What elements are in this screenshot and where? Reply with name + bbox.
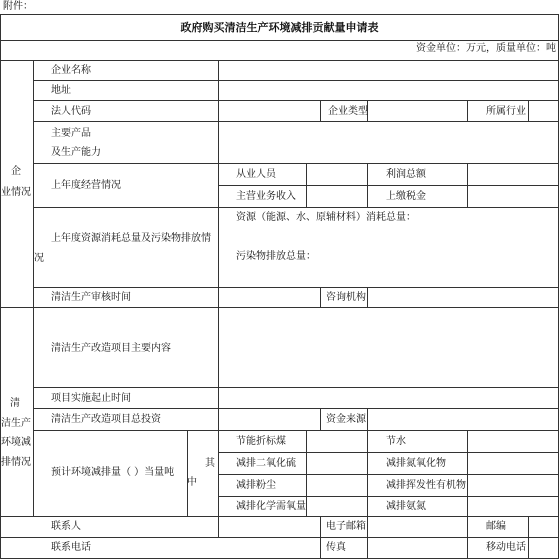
grid-line bbox=[367, 430, 368, 516]
grid-line bbox=[33, 430, 559, 431]
label-contact-person: 联系人 bbox=[51, 521, 81, 532]
grid-line bbox=[218, 452, 559, 453]
label-project-content: 清洁生产改造项目主要内容 bbox=[51, 343, 171, 354]
label-main-products: 主要产品 bbox=[51, 128, 91, 139]
label-cod: 减排化学需氧量 bbox=[236, 501, 306, 512]
grid-line bbox=[33, 100, 559, 101]
label-voc: 减排挥发性有机物 bbox=[386, 480, 466, 491]
label-dust: 减排粉尘 bbox=[236, 480, 276, 491]
label-funding-source: 资金来源 bbox=[326, 414, 366, 425]
grid-line bbox=[0, 40, 559, 41]
label-last-year-ops: 上年度经营情况 bbox=[51, 180, 121, 191]
label-resource-consumption: 上年度资源消耗总量及污染物排放情 bbox=[51, 233, 211, 244]
grid-line bbox=[467, 100, 468, 121]
grid-line bbox=[467, 163, 468, 207]
grid-line bbox=[218, 474, 559, 475]
grid-line bbox=[0, 537, 559, 538]
label-project-investment: 清洁生产改造项目总投资 bbox=[51, 414, 161, 425]
grid-line bbox=[306, 163, 307, 207]
grid-line bbox=[0, 307, 559, 308]
grid-line bbox=[367, 287, 368, 307]
label-company-type: 企业类型 bbox=[328, 106, 368, 117]
grid-line bbox=[218, 60, 219, 537]
grid-line bbox=[367, 163, 368, 207]
grid-line bbox=[187, 430, 188, 516]
label-water-saving: 节水 bbox=[386, 436, 406, 447]
grid-line bbox=[33, 80, 559, 81]
label-phone: 联系电话 bbox=[51, 542, 91, 553]
label-address: 地址 bbox=[51, 85, 71, 96]
label-total-profit: 利润总额 bbox=[386, 169, 426, 180]
grid-line bbox=[218, 496, 559, 497]
grid-line bbox=[528, 516, 529, 559]
label-pollutant-total: 污染物排放总量： bbox=[236, 251, 316, 262]
grid-line bbox=[33, 121, 559, 122]
section-label-company: 企 bbox=[11, 166, 21, 177]
label-employees: 从业人员 bbox=[236, 169, 276, 180]
label-expected-reduction: 预计环境减排量（ ）当量吨 bbox=[51, 467, 175, 478]
section-label-cleaner-production: 排情况 bbox=[1, 457, 31, 468]
grid-line bbox=[467, 430, 468, 516]
grid-line bbox=[0, 516, 559, 517]
grid-line bbox=[33, 287, 559, 288]
grid-line bbox=[528, 100, 529, 121]
label-among: 其 bbox=[205, 458, 215, 469]
grid-line bbox=[306, 430, 307, 516]
grid-line bbox=[367, 516, 368, 559]
label-main-revenue: 主营业务收入 bbox=[236, 191, 296, 202]
grid-line bbox=[33, 207, 559, 208]
grid-line bbox=[320, 287, 321, 307]
grid-line bbox=[0, 60, 559, 61]
label-audit-time: 清洁生产审核时间 bbox=[51, 292, 131, 303]
attachment-label: 附件： bbox=[3, 1, 33, 12]
label-resource-total: 资源（能源、水、原辅材料）消耗总量： bbox=[236, 212, 416, 223]
label-resource-consumption: 况 bbox=[34, 253, 44, 264]
label-tax-paid: 上缴税金 bbox=[386, 191, 426, 202]
label-nox: 减排氮氧化物 bbox=[386, 458, 446, 469]
grid-line bbox=[218, 185, 559, 186]
section-label-cleaner-production: 清 bbox=[10, 398, 20, 409]
grid-line bbox=[320, 408, 321, 430]
grid-line bbox=[320, 516, 321, 559]
label-company-name: 企业名称 bbox=[51, 65, 91, 76]
label-email: 电子邮箱 bbox=[326, 521, 366, 532]
label-ammonia: 减排氨氮 bbox=[386, 501, 426, 512]
label-postcode: 邮编 bbox=[486, 521, 506, 532]
section-label-company: 业情况 bbox=[1, 187, 31, 198]
label-fax: 传真 bbox=[326, 542, 346, 553]
section-label-cleaner-production: 环境减 bbox=[1, 437, 31, 448]
label-main-products: 及生产能力 bbox=[51, 147, 101, 158]
label-among: 中 bbox=[187, 477, 197, 488]
label-project-period: 项目实施起止时间 bbox=[51, 393, 131, 404]
grid-line bbox=[33, 163, 559, 164]
grid-line bbox=[467, 516, 468, 559]
grid-line bbox=[33, 60, 34, 516]
label-mobile: 移动电话 bbox=[486, 542, 526, 553]
form-title: 政府购买清洁生产环境减排贡献量申请表 bbox=[180, 21, 379, 34]
label-industry: 所属行业 bbox=[486, 106, 526, 117]
grid-line bbox=[367, 408, 368, 430]
grid-line bbox=[33, 387, 559, 388]
units-note: 资金单位：万元，质量单位：吨 bbox=[416, 43, 556, 54]
section-label-cleaner-production: 洁生产 bbox=[1, 418, 31, 429]
label-consulting: 咨询机构 bbox=[326, 292, 366, 303]
grid-line bbox=[320, 100, 321, 121]
label-so2: 减排二氧化硫 bbox=[236, 458, 296, 469]
label-coal-saving: 节能折标煤 bbox=[236, 436, 286, 447]
label-legal-code: 法人代码 bbox=[51, 106, 91, 117]
grid-line bbox=[33, 408, 559, 409]
